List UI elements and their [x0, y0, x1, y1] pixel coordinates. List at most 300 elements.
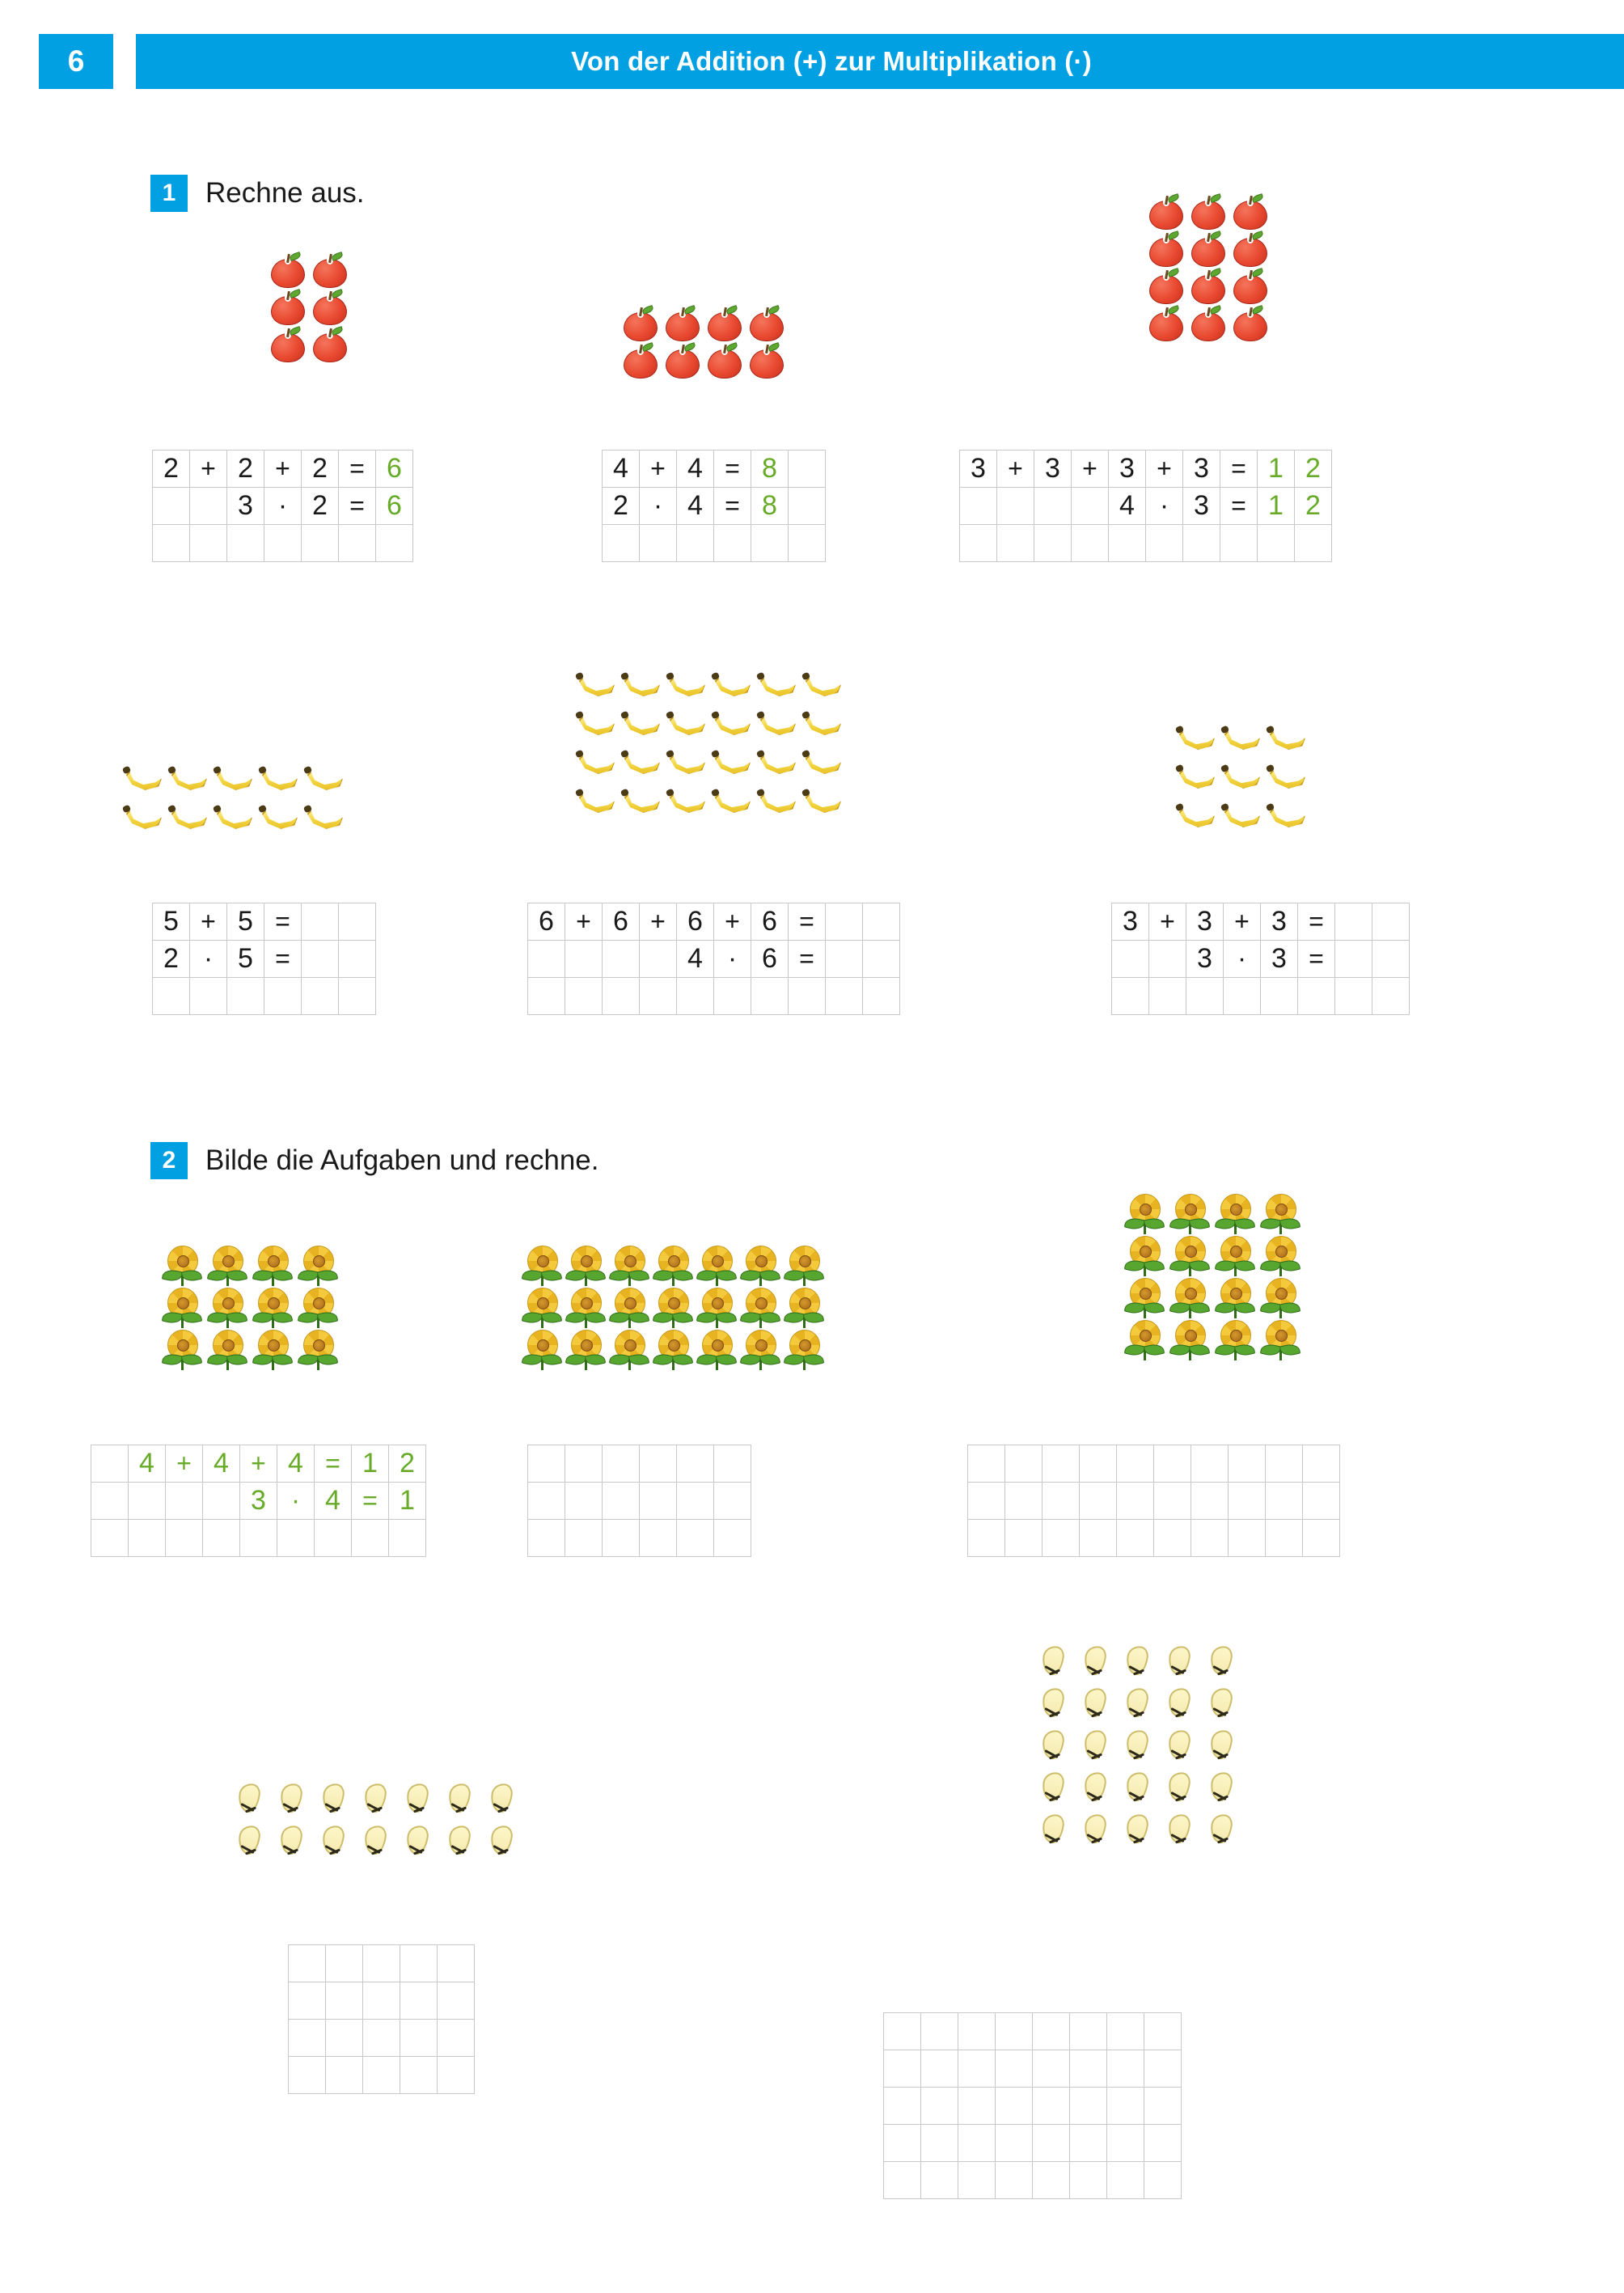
cell[interactable] — [1229, 1483, 1266, 1520]
cell[interactable]: · — [714, 941, 751, 978]
cell[interactable] — [289, 1945, 326, 1982]
table-row[interactable] — [528, 1445, 751, 1483]
cell[interactable] — [91, 1483, 129, 1520]
cell[interactable]: = — [714, 451, 751, 488]
cell[interactable]: 3 — [1261, 941, 1298, 978]
cell[interactable] — [1070, 2088, 1107, 2125]
cell[interactable] — [968, 1483, 1005, 1520]
cell[interactable] — [302, 978, 339, 1015]
cell[interactable] — [389, 1520, 426, 1557]
cell[interactable] — [1072, 525, 1109, 562]
cell[interactable] — [640, 525, 677, 562]
cell[interactable] — [1191, 1520, 1229, 1557]
cell-answer[interactable]: = — [352, 1483, 389, 1520]
cell[interactable] — [1191, 1483, 1229, 1520]
cell[interactable] — [1042, 1520, 1080, 1557]
cell[interactable]: · — [264, 488, 302, 525]
cell[interactable] — [1117, 1483, 1154, 1520]
cell[interactable]: + — [714, 903, 751, 941]
table-row[interactable] — [153, 525, 413, 562]
cell-answer[interactable]: 2 — [1295, 451, 1332, 488]
cell[interactable] — [921, 2013, 958, 2050]
cell[interactable] — [1154, 1520, 1191, 1557]
cell[interactable] — [153, 978, 190, 1015]
cell[interactable] — [884, 2050, 921, 2088]
cell[interactable] — [1303, 1483, 1340, 1520]
cell[interactable]: 6 — [751, 903, 789, 941]
cell[interactable] — [1149, 941, 1186, 978]
cell[interactable] — [363, 2057, 400, 2094]
cell[interactable]: 2 — [227, 451, 264, 488]
cell[interactable]: 3 — [227, 488, 264, 525]
cell[interactable] — [1149, 978, 1186, 1015]
cell-answer[interactable]: + — [166, 1445, 203, 1483]
answer-grid-task-6[interactable] — [1111, 903, 1410, 1015]
cell[interactable] — [789, 525, 826, 562]
cell[interactable] — [826, 903, 863, 941]
table-row[interactable] — [960, 488, 1332, 525]
cell[interactable] — [166, 1483, 203, 1520]
cell[interactable] — [751, 525, 789, 562]
cell[interactable] — [1107, 2013, 1144, 2050]
cell[interactable]: · — [1146, 488, 1183, 525]
cell[interactable] — [1335, 903, 1372, 941]
cell[interactable] — [565, 978, 603, 1015]
cell-answer[interactable]: 2 — [1295, 488, 1332, 525]
cell[interactable]: = — [339, 451, 376, 488]
table-row[interactable] — [91, 1445, 426, 1483]
answer-grid-task-1[interactable] — [152, 450, 413, 562]
cell[interactable] — [302, 941, 339, 978]
cell[interactable] — [376, 525, 413, 562]
cell[interactable]: + — [264, 451, 302, 488]
cell[interactable] — [677, 1483, 714, 1520]
cell[interactable] — [1144, 2050, 1182, 2088]
table-row[interactable] — [968, 1520, 1340, 1557]
answer-grid-task-9[interactable] — [967, 1445, 1340, 1557]
cell[interactable] — [1229, 1520, 1266, 1557]
cell[interactable] — [352, 1520, 389, 1557]
cell-answer[interactable]: 1 — [1258, 488, 1295, 525]
table-row[interactable] — [528, 1520, 751, 1557]
cell[interactable] — [1042, 1445, 1080, 1483]
cell[interactable] — [714, 1520, 751, 1557]
cell[interactable]: + — [1072, 451, 1109, 488]
cell[interactable]: · — [1224, 941, 1261, 978]
cell[interactable] — [603, 1445, 640, 1483]
table-row[interactable] — [528, 978, 900, 1015]
cell[interactable] — [863, 978, 900, 1015]
cell[interactable] — [1112, 978, 1149, 1015]
table-row[interactable] — [968, 1445, 1340, 1483]
cell-answer[interactable]: 1 — [1258, 451, 1295, 488]
cell[interactable] — [996, 2162, 1033, 2199]
cell[interactable] — [997, 525, 1034, 562]
cell[interactable] — [1266, 1483, 1303, 1520]
table-row[interactable] — [153, 978, 376, 1015]
cell[interactable] — [789, 451, 826, 488]
cell[interactable] — [677, 978, 714, 1015]
answer-grid-task-7[interactable] — [91, 1445, 426, 1557]
cell[interactable] — [400, 1982, 438, 2020]
cell[interactable]: = — [1220, 488, 1258, 525]
cell[interactable] — [1183, 525, 1220, 562]
cell[interactable] — [958, 2013, 996, 2050]
cell[interactable]: = — [264, 903, 302, 941]
cell-answer[interactable]: 6 — [376, 488, 413, 525]
cell-answer[interactable]: 4 — [129, 1445, 166, 1483]
cell[interactable] — [863, 903, 900, 941]
cell[interactable] — [714, 978, 751, 1015]
cell[interactable] — [603, 525, 640, 562]
cell[interactable] — [958, 2088, 996, 2125]
cell[interactable]: + — [640, 903, 677, 941]
cell[interactable]: = — [714, 488, 751, 525]
cell[interactable] — [1107, 2088, 1144, 2125]
cell[interactable] — [339, 903, 376, 941]
cell[interactable] — [1034, 525, 1072, 562]
cell[interactable] — [603, 941, 640, 978]
answer-grid-task-10[interactable] — [288, 1944, 475, 2094]
cell[interactable] — [1258, 525, 1295, 562]
table-row[interactable] — [153, 941, 376, 978]
cell[interactable] — [968, 1520, 1005, 1557]
cell[interactable] — [302, 525, 339, 562]
cell[interactable] — [277, 1520, 315, 1557]
table-row[interactable] — [884, 2050, 1182, 2088]
cell[interactable]: 3 — [1186, 903, 1224, 941]
cell[interactable] — [339, 525, 376, 562]
cell[interactable]: 3 — [1034, 451, 1072, 488]
cell[interactable] — [1154, 1445, 1191, 1483]
cell[interactable]: 2 — [302, 488, 339, 525]
cell[interactable] — [958, 2125, 996, 2162]
cell[interactable] — [1335, 978, 1372, 1015]
cell[interactable] — [603, 1520, 640, 1557]
cell[interactable] — [1117, 1445, 1154, 1483]
cell[interactable] — [1229, 1445, 1266, 1483]
cell-answer[interactable]: 4 — [203, 1445, 240, 1483]
table-row[interactable] — [289, 2020, 475, 2057]
cell[interactable] — [826, 978, 863, 1015]
cell[interactable] — [1070, 2162, 1107, 2199]
cell[interactable] — [190, 488, 227, 525]
cell[interactable] — [1266, 1520, 1303, 1557]
cell[interactable] — [363, 2020, 400, 2057]
cell[interactable]: + — [1146, 451, 1183, 488]
cell[interactable] — [958, 2162, 996, 2199]
cell[interactable] — [565, 1483, 603, 1520]
cell[interactable]: = — [264, 941, 302, 978]
cell[interactable] — [1220, 525, 1258, 562]
cell[interactable] — [565, 941, 603, 978]
cell[interactable] — [603, 978, 640, 1015]
cell[interactable]: 5 — [227, 941, 264, 978]
table-row[interactable] — [884, 2125, 1182, 2162]
cell[interactable] — [921, 2162, 958, 2199]
cell[interactable] — [603, 1483, 640, 1520]
cell[interactable] — [565, 1445, 603, 1483]
cell[interactable] — [1303, 1445, 1340, 1483]
cell[interactable] — [129, 1520, 166, 1557]
cell[interactable]: · — [190, 941, 227, 978]
cell[interactable] — [884, 2162, 921, 2199]
cell[interactable] — [1144, 2013, 1182, 2050]
table-row[interactable] — [91, 1483, 426, 1520]
cell[interactable] — [640, 1483, 677, 1520]
table-row[interactable] — [884, 2013, 1182, 2050]
cell[interactable] — [1298, 978, 1335, 1015]
cell[interactable]: 3 — [1261, 903, 1298, 941]
cell[interactable] — [400, 2020, 438, 2057]
cell[interactable] — [1146, 525, 1183, 562]
table-row[interactable] — [91, 1520, 426, 1557]
cell[interactable] — [1154, 1483, 1191, 1520]
cell[interactable] — [1107, 2050, 1144, 2088]
cell[interactable] — [996, 2050, 1033, 2088]
cell[interactable] — [1186, 978, 1224, 1015]
cell[interactable] — [1224, 978, 1261, 1015]
cell[interactable] — [153, 488, 190, 525]
table-row[interactable] — [528, 1483, 751, 1520]
cell[interactable] — [1033, 2162, 1070, 2199]
cell[interactable] — [1372, 941, 1410, 978]
cell[interactable] — [166, 1520, 203, 1557]
cell[interactable]: 5 — [227, 903, 264, 941]
cell[interactable] — [1335, 941, 1372, 978]
cell[interactable]: 4 — [677, 451, 714, 488]
cell-answer[interactable]: 2 — [389, 1445, 426, 1483]
table-row[interactable] — [289, 2057, 475, 2094]
cell[interactable] — [677, 525, 714, 562]
cell[interactable] — [863, 941, 900, 978]
cell[interactable] — [1033, 2125, 1070, 2162]
answer-grid-task-8[interactable] — [527, 1445, 751, 1557]
cell[interactable] — [264, 525, 302, 562]
cell[interactable]: 3 — [1112, 903, 1149, 941]
cell[interactable] — [203, 1520, 240, 1557]
cell[interactable] — [1295, 525, 1332, 562]
cell-answer[interactable]: · — [277, 1483, 315, 1520]
cell[interactable] — [400, 2057, 438, 2094]
cell[interactable] — [789, 488, 826, 525]
cell[interactable] — [1191, 1445, 1229, 1483]
table-row[interactable] — [153, 451, 413, 488]
cell[interactable] — [339, 978, 376, 1015]
cell[interactable] — [339, 941, 376, 978]
cell[interactable] — [227, 978, 264, 1015]
cell[interactable]: + — [1224, 903, 1261, 941]
cell[interactable] — [751, 978, 789, 1015]
cell[interactable]: + — [1149, 903, 1186, 941]
answer-grid-task-5[interactable] — [527, 903, 900, 1015]
cell[interactable]: 3 — [1183, 488, 1220, 525]
cell[interactable] — [921, 2125, 958, 2162]
cell[interactable] — [1080, 1483, 1117, 1520]
cell[interactable] — [1112, 941, 1149, 978]
cell[interactable] — [958, 2050, 996, 2088]
cell[interactable]: 4 — [677, 488, 714, 525]
table-row[interactable] — [960, 525, 1332, 562]
cell[interactable] — [996, 2088, 1033, 2125]
cell[interactable] — [1372, 903, 1410, 941]
cell-answer[interactable]: 8 — [751, 451, 789, 488]
cell[interactable]: 3 — [960, 451, 997, 488]
cell[interactable] — [264, 978, 302, 1015]
table-row[interactable] — [603, 488, 826, 525]
cell[interactable] — [714, 525, 751, 562]
cell[interactable]: + — [190, 903, 227, 941]
table-row[interactable] — [289, 1982, 475, 2020]
table-row[interactable] — [528, 903, 900, 941]
cell[interactable] — [1033, 2013, 1070, 2050]
cell[interactable]: 4 — [677, 941, 714, 978]
table-row[interactable] — [1112, 903, 1410, 941]
cell[interactable] — [1144, 2088, 1182, 2125]
table-row[interactable] — [884, 2088, 1182, 2125]
cell[interactable] — [227, 525, 264, 562]
cell[interactable] — [1042, 1483, 1080, 1520]
cell[interactable] — [203, 1483, 240, 1520]
cell[interactable] — [289, 2020, 326, 2057]
cell[interactable] — [1080, 1445, 1117, 1483]
cell[interactable] — [1034, 488, 1072, 525]
cell[interactable] — [714, 1483, 751, 1520]
cell[interactable] — [826, 941, 863, 978]
cell[interactable] — [438, 2057, 475, 2094]
cell[interactable]: 3 — [1186, 941, 1224, 978]
answer-grid-task-11[interactable] — [883, 2012, 1182, 2199]
cell[interactable] — [153, 525, 190, 562]
cell[interactable] — [289, 2057, 326, 2094]
cell-answer[interactable]: 1 — [389, 1483, 426, 1520]
cell[interactable]: = — [1298, 903, 1335, 941]
table-row[interactable] — [968, 1483, 1340, 1520]
cell[interactable]: 4 — [1109, 488, 1146, 525]
cell[interactable] — [326, 1982, 363, 2020]
cell[interactable] — [528, 1520, 565, 1557]
cell[interactable] — [528, 1445, 565, 1483]
cell[interactable] — [528, 1483, 565, 1520]
cell[interactable] — [190, 525, 227, 562]
cell[interactable]: 2 — [153, 941, 190, 978]
cell[interactable]: 3 — [1109, 451, 1146, 488]
cell[interactable]: + — [565, 903, 603, 941]
cell[interactable] — [1005, 1445, 1042, 1483]
cell[interactable] — [363, 1982, 400, 2020]
cell[interactable] — [789, 978, 826, 1015]
cell[interactable] — [960, 525, 997, 562]
cell[interactable]: 6 — [528, 903, 565, 941]
cell-answer[interactable]: = — [315, 1445, 352, 1483]
cell[interactable] — [677, 1520, 714, 1557]
cell[interactable]: + — [640, 451, 677, 488]
cell[interactable] — [1005, 1483, 1042, 1520]
cell[interactable] — [640, 978, 677, 1015]
cell[interactable] — [1005, 1520, 1042, 1557]
answer-grid-task-2[interactable] — [602, 450, 826, 562]
cell[interactable] — [326, 2020, 363, 2057]
table-row[interactable] — [153, 903, 376, 941]
cell[interactable]: = — [339, 488, 376, 525]
cell[interactable]: · — [640, 488, 677, 525]
cell[interactable] — [289, 1982, 326, 2020]
table-row[interactable] — [528, 941, 900, 978]
cell[interactable] — [326, 1945, 363, 1982]
answer-grid-task-3[interactable] — [959, 450, 1332, 562]
answer-grid-task-4[interactable] — [152, 903, 376, 1015]
cell[interactable] — [1144, 2162, 1182, 2199]
cell[interactable] — [400, 1945, 438, 1982]
cell[interactable]: 2 — [153, 451, 190, 488]
cell[interactable] — [640, 1445, 677, 1483]
cell[interactable]: 2 — [302, 451, 339, 488]
cell-answer[interactable]: 1 — [352, 1445, 389, 1483]
cell[interactable]: 4 — [603, 451, 640, 488]
cell[interactable] — [326, 2057, 363, 2094]
cell[interactable] — [438, 2020, 475, 2057]
cell[interactable] — [921, 2050, 958, 2088]
cell[interactable] — [302, 903, 339, 941]
cell[interactable] — [1070, 2125, 1107, 2162]
cell[interactable] — [996, 2013, 1033, 2050]
table-row[interactable] — [153, 488, 413, 525]
cell-answer[interactable]: 4 — [315, 1483, 352, 1520]
cell[interactable] — [1261, 978, 1298, 1015]
cell[interactable]: 2 — [603, 488, 640, 525]
cell-answer[interactable]: 3 — [240, 1483, 277, 1520]
cell[interactable] — [884, 2125, 921, 2162]
cell[interactable] — [884, 2013, 921, 2050]
cell[interactable] — [528, 978, 565, 1015]
cell[interactable] — [565, 1520, 603, 1557]
table-row[interactable] — [603, 451, 826, 488]
cell[interactable]: = — [789, 941, 826, 978]
cell[interactable] — [677, 1445, 714, 1483]
table-row[interactable] — [1112, 978, 1410, 1015]
cell[interactable]: = — [1220, 451, 1258, 488]
cell[interactable] — [921, 2088, 958, 2125]
table-row[interactable] — [960, 451, 1332, 488]
cell[interactable]: 3 — [1183, 451, 1220, 488]
cell[interactable]: 6 — [603, 903, 640, 941]
cell-answer[interactable]: 6 — [376, 451, 413, 488]
cell[interactable] — [91, 1445, 129, 1483]
table-row[interactable] — [289, 1945, 475, 1982]
cell[interactable] — [996, 2125, 1033, 2162]
cell[interactable] — [1372, 978, 1410, 1015]
cell[interactable] — [129, 1483, 166, 1520]
cell[interactable] — [190, 978, 227, 1015]
cell[interactable]: = — [789, 903, 826, 941]
cell[interactable]: 6 — [751, 941, 789, 978]
table-row[interactable] — [884, 2162, 1182, 2199]
cell[interactable] — [640, 941, 677, 978]
cell[interactable] — [1033, 2050, 1070, 2088]
cell[interactable] — [1072, 488, 1109, 525]
cell-answer[interactable]: + — [240, 1445, 277, 1483]
cell-answer[interactable]: 8 — [751, 488, 789, 525]
cell-answer[interactable]: 4 — [277, 1445, 315, 1483]
cell[interactable] — [640, 1520, 677, 1557]
cell[interactable] — [714, 1445, 751, 1483]
cell[interactable] — [1070, 2013, 1107, 2050]
cell[interactable] — [363, 1945, 400, 1982]
cell[interactable] — [1070, 2050, 1107, 2088]
cell[interactable] — [884, 2088, 921, 2125]
cell[interactable] — [438, 1945, 475, 1982]
cell[interactable] — [1033, 2088, 1070, 2125]
